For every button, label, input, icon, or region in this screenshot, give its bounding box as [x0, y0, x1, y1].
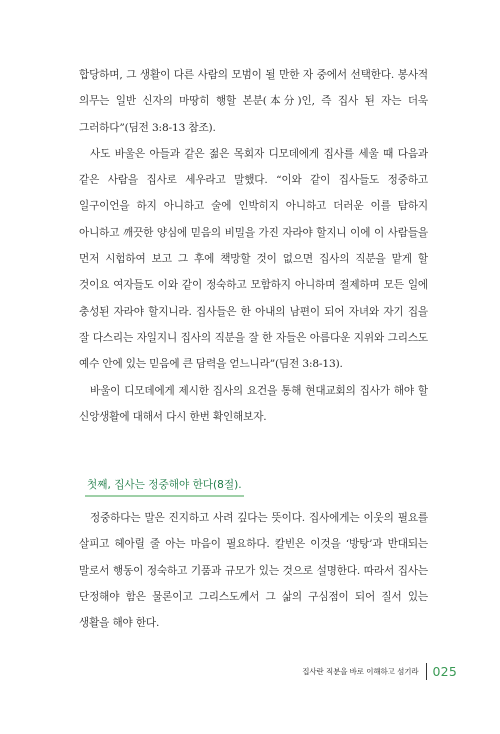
- paragraph-paul-to-timothy: 사도 바울은 아들과 같은 젊은 목회자 디모데에게 집사를 세울 때 다음과 같은 사람을 집사로 세우라고 말했다. “이와 같이 집사들도 정중하고 일구이언을 하지 아니하고 술에 인박히지 아니하고 더러운 이를 탐하지 아니하고 깨끗한 양심에 믿음의 비밀을 가진 자라야 할지니 이에 이 사람들을 먼저 시험하여 보고 그 후에 책망할 것이 없으면 집사의 직분을 맡게 할 것이요 여자들도 이와 같이 정숙하고 모함하지 아니하며 절제하며 모든 일에 충성된 자라야 할지니라. 집사들은 한 아내의 남편이 되어 자녀와 자기 집을 잘 다스리는 자일지니 집사의 직분을 잘 한 자들은 아름다운 지위와 그리스도 예수 안에 있는 믿음에 큰 담력을 얻느니라”(딤전 3:8-13).: [79, 147, 428, 371]
- section-paragraph: 정중하다는 말은 진지하고 사려 깊다는 뜻이다. 집사에게는 이웃의 필요를 살피고 헤아릴 줄 아는 마음이 필요하다. 칼빈은 이것을 ‘방탕’과 반대되는 말로서 행동이 정숙하고 기품과 규모가 있는 것으로 설명한다. 따라서 집사는 단정해야 함은 물론이고 그리스도께서 그 삶의 구심점이 되어 질서 있는 생활을 해야 한다.: [79, 512, 428, 630]
- page-footer: [302, 663, 457, 680]
- section-heading-text: 첫째, 집사는 정중해야 한다(8절).: [85, 476, 244, 497]
- section-heading: [79, 476, 428, 497]
- running-title: 집사란 직분을 바로 이해하고 섬기라: [302, 667, 419, 676]
- page-number: 025: [432, 664, 457, 679]
- body-text: [79, 62, 428, 637]
- paragraph-transition: 바울이 디모데에게 제시한 집사의 요건을 통해 현대교회의 집사가 해야 할 신앙생활에 대해서 다시 한번 확인해보자.: [79, 384, 428, 423]
- footer-divider: [426, 663, 427, 680]
- paragraph-continuation: 합당하며, 그 생활이 다른 사람의 모범이 될 만한 자 중에서 선택한다. 봉사적 의무는 일반 신자의 마땅히 행할 본분(本分)인, 즉 집사 된 자는 더욱 그러하다”(딤전 3:8-13 참조).: [79, 69, 428, 134]
